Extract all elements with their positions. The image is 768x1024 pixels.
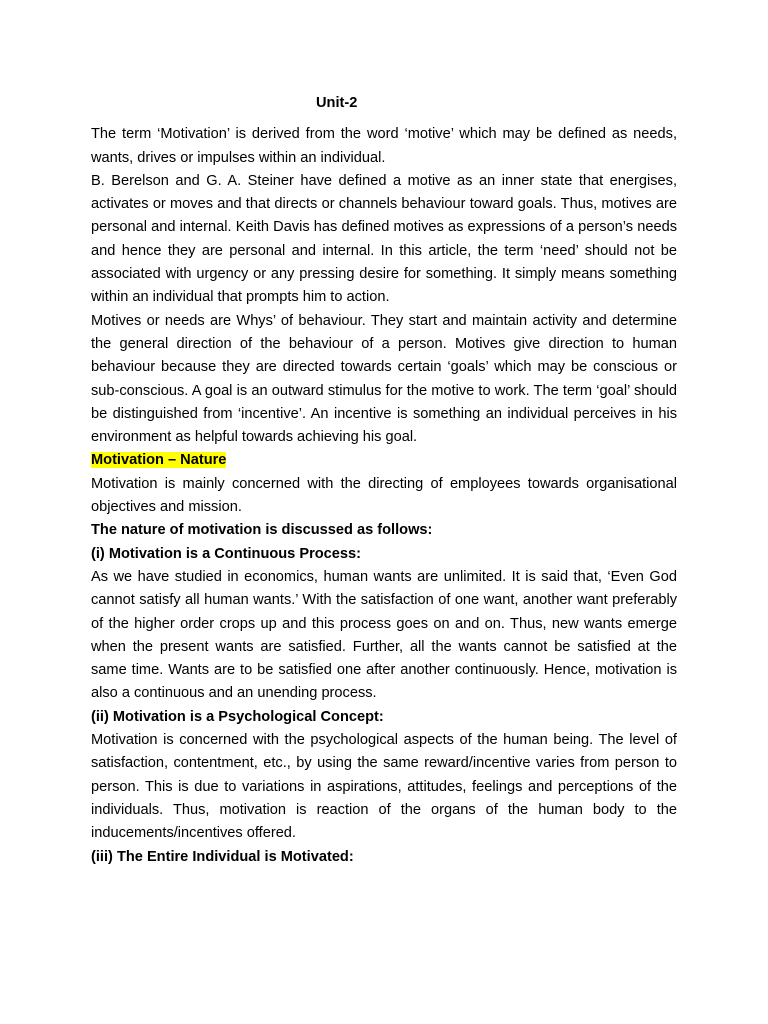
heading-nature-discussed: The nature of motivation is discussed as follows: — [91, 522, 433, 539]
section-heading-nature — [91, 449, 677, 472]
document-page — [91, 92, 677, 869]
paragraph-nature-intro: Motivation is mainly concerned with the directing of employees towards organisational objectives and mission. — [91, 475, 677, 516]
heading-psychological-concept: (ii) Motivation is a Psychological Concept: — [91, 708, 384, 725]
paragraph-motives-needs: Motives or needs are Whys’ of behaviour. They start and maintain activity and determine the general direction of the behaviour of a person. Motives give direction to human behaviour because they are directed towards certain ‘goals’ which may be conscious or sub-conscious. A goal is an outward stimulus for the motive to work. The term ‘goal’ should be distinguished from ‘incentive’. An incentive is something an individual perceives in his environment as helpful towards achieving his goal. — [91, 312, 677, 446]
heading-continuous-process: (i) Motivation is a Continuous Process: — [91, 545, 362, 562]
page-title: Unit-2 — [316, 95, 358, 111]
paragraph-motivation-definition: The term ‘Motivation’ is derived from the word ‘motive’ which may be defined as needs, wants, drives or impulses within an individual. — [91, 126, 677, 166]
highlighted-heading-text: Motivation – Nature — [91, 452, 227, 469]
heading-entire-individual: (iii) The Entire Individual is Motivated: — [91, 848, 354, 865]
paragraph-berelson-steiner: B. Berelson and G. A. Steiner have defined a motive as an inner state that energises, activates or moves and that directs or channels behaviour toward goals. Thus, motives are personal and internal. Keith Davis has defined motives as expressions of a person’s needs and hence they are personal and internal. In this article, the term ‘need’ should not be associated with urgency or any pressing desire for something. It simply means something within an individual that prompts him to action. — [91, 172, 677, 306]
paragraph-continuous-process: As we have studied in economics, human wants are unlimited. It is said that, ‘Even God cannot satisfy all human wants.’ With the satisfaction of one want, another want preferably of the higher order crops up and this process goes on and on. Thus, new wants emerge when the present wants are satisfied. Further, all the wants cannot be satisfied at the same time. Wants are to be satisfied one after another continuously. Hence, motivation is also a continuous and an unending process. — [91, 568, 677, 702]
paragraph-psychological-concept: Motivation is concerned with the psychological aspects of the human being. The level of satisfaction, contentment, etc., by using the same reward/incentive varies from person to person. This is due to variations in aspirations, attitudes, feelings and perceptions of the individuals. Thus, motivation is reaction of the organs of the human body to the inducements/incentives offered. — [91, 732, 677, 842]
